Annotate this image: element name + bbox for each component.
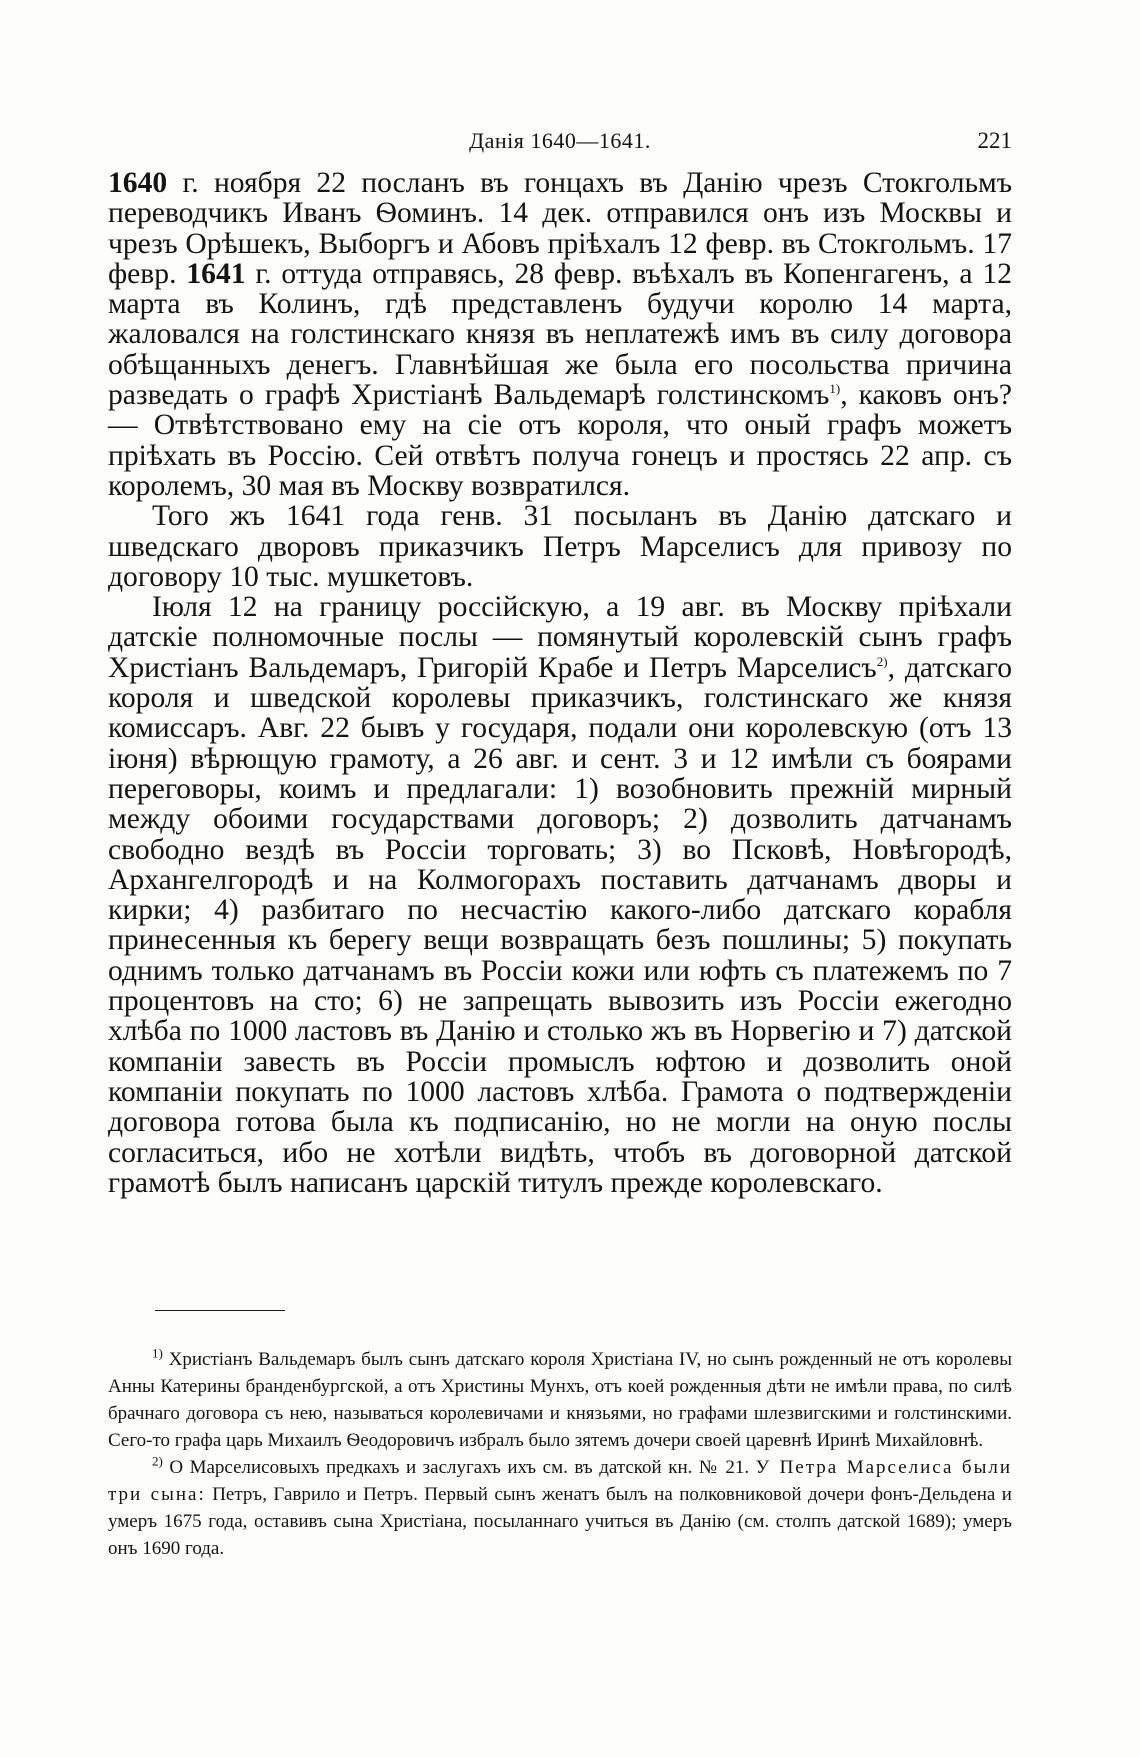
paragraph-2: Того жъ 1641 года генв. 31 посыланъ въ Данію датскаго и шведскаго дворовъ приказчикъ Петръ Марселисъ для привозу по договору 10 тыс. мушкетовъ. <box>108 500 1012 593</box>
footnote-divider <box>155 1310 285 1311</box>
footnote-2 <box>108 1454 1012 1562</box>
footnote-1-mark: 1) <box>152 1345 163 1361</box>
paragraph-1-text-b: г. оттуда отправясь, 28 февр. въѣхалъ въ Копенгагенъ, а 12 марта въ Колинъ, гдѣ представленъ будучи королю 14 марта, жаловался на голстинскаго князя въ неплатежѣ имъ въ силу договора обѣщанныхъ денегъ. Главнѣйшая же была его посольства причина разведать о графѣ Христіанѣ Вальдемарѣ голстинскомъ <box>108 257 1012 412</box>
footnote-ref-1: 1) <box>829 381 841 397</box>
footnote-1 <box>108 1346 1012 1454</box>
paragraph-1 <box>108 168 1012 501</box>
year-1640: 1640 <box>108 167 168 199</box>
running-head <box>108 128 1012 158</box>
paragraph-3-text-b: , датскаго короля и шведской королевы приказчикъ, голстинскаго же князя комиссаръ. Авг. 22 бывъ у государя, подали они королевскую (отъ 13 іюня) вѣрющую грамоту, а 26 авг. и сент. 3 и 12 имѣли съ боярами переговоры, коимъ и предлагали: 1) возобновить прежній мирный между обоими государствами договоръ; 2) дозволить датчанамъ свободно вездѣ въ Россіи торговать; 3) во Псковѣ, Новѣгородѣ, Архангелгородѣ и на Колмогорахъ поставить датчанамъ дворы и кирки; 4) разбитаго по несчастію какого-либо датскаго корабля принесенныя къ берегу вещи возвращать безъ пошлины; 5) покупать однимъ только датчанамъ въ Россіи кожи или юфть съ платежемъ по 7 процентовъ на сто; 6) не запрещать вывозить изъ Россіи ежегодно хлѣба по 1000 ластовъ въ Данію и столько жъ въ Норвегію и 7) датской компаніи завесть въ Россіи промыслъ юфтою и дозволить оной компаніи покупать по 1000 ластовъ хлѣба. Грамота о подтвержденіи договора готова была къ подписанію, но не могли на оную послы согласиться, ибо не хотѣли видѣть, чтобъ въ договорной датской грамотѣ былъ написанъ царскій титулъ прежде королевскаго. <box>108 651 1012 1199</box>
footnote-ref-2: 2) <box>876 653 888 669</box>
footnote-2-spaced-text: У Петра Марселиса были три сына: <box>108 1457 1012 1505</box>
paragraph-3 <box>108 592 1012 1198</box>
footnotes <box>108 1346 1012 1562</box>
page-number: 221 <box>977 128 1012 153</box>
footnote-2-mark: 2) <box>152 1453 163 1469</box>
running-title: Данія 1640—1641. <box>469 128 651 153</box>
footnote-2-text-b: Петръ, Гаврило и Петръ. Первый сынъ женатъ былъ на полковниковой дочери фонъ-Дельдена и умеръ 1675 года, оставивъ сына Христіана, посыланнаго учиться въ Данію (см. столпъ датской 1689); умеръ онъ 1690 года. <box>108 1484 1012 1559</box>
paragraph-1-text-a: г. ноября 22 посланъ въ гонцахъ въ Данію чрезъ Стокгольмъ переводчикъ Иванъ Ѳоминъ. 14 дек. отправился онъ изъ Москвы и чрезъ Орѣшекъ, Выборгъ и Абовъ пріѣхалъ 12 февр. въ Стокгольмъ. 17 февр. <box>108 167 1012 290</box>
footnote-1-text: Христіанъ Вальдемаръ былъ сынъ датскаго короля Христіана IV, но сынъ рожденный не отъ королевы Анны Катерины бранденбургской, а отъ Христины Мунхъ, отъ коей рожденныя дѣти не имѣли права, по силѣ брачнаго договора съ нею, называться королевичами и князьями, но графами шлезвигскими и голстинскими. Сего-то графа царь Михаилъ Ѳеодоровичъ избралъ было зятемъ дочери своей царевнѣ Иринѣ Михайловнѣ. <box>108 1349 1012 1451</box>
paragraph-1-text-c: , каковъ онъ? — Отвѣтствовано ему на сіе отъ короля, что оный графъ можетъ пріѣхать въ Россію. Сей отвѣтъ получа гонецъ и простясь 22 апр. съ королемъ, 30 мая въ Москву возвратился. <box>108 379 1012 502</box>
year-1641: 1641 <box>186 257 246 290</box>
main-text <box>108 168 1012 1198</box>
paragraph-3-text-a: Іюля 12 на границу россійскую, а 19 авг. въ Москву пріѣхали датскіе полномочные послы — помянутый королевскій сынъ графъ Христіанъ Вальдемаръ, Григорій Крабе и Петръ Марселисъ <box>108 591 1012 684</box>
footnote-2-text-a: О Марселисовыхъ предкахъ и заслугахъ ихъ см. въ датской кн. № 21. <box>162 1457 756 1478</box>
